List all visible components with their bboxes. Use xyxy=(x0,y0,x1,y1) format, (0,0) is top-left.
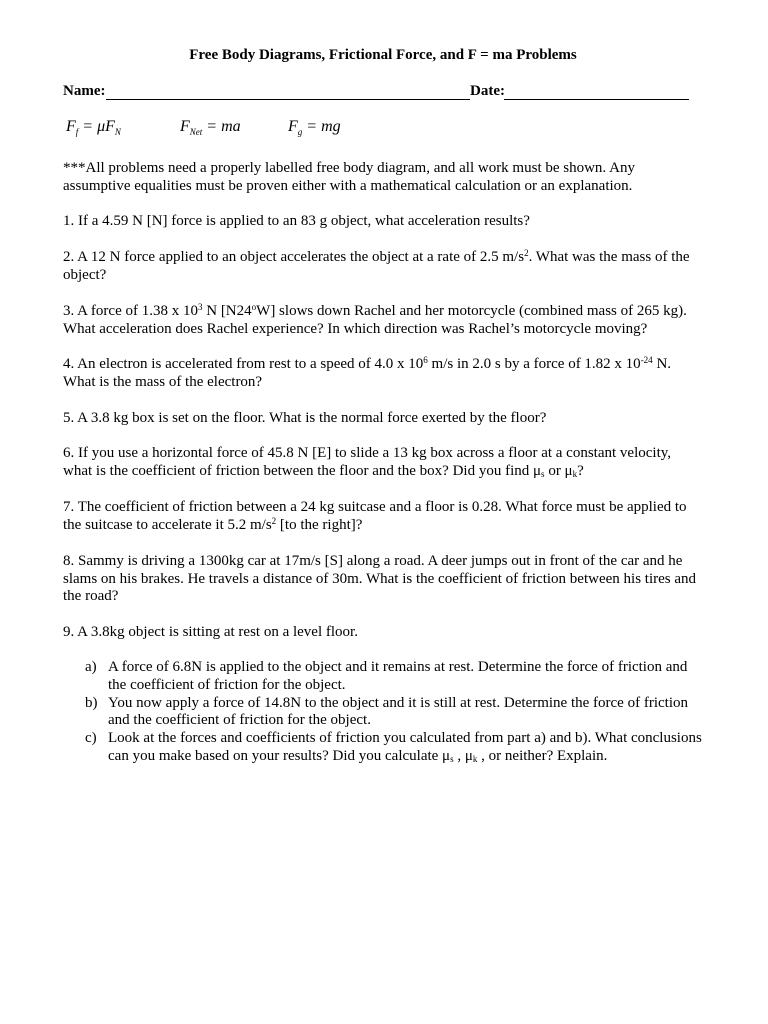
page-title: Free Body Diagrams, Frictional Force, and F = ma Problems xyxy=(189,47,577,63)
date-label: Date: xyxy=(470,83,505,99)
problem-text: , or neither? Explain. xyxy=(477,747,608,764)
problem-text: ? xyxy=(577,462,584,479)
problem-text: m/s in 2.0 s by a force of 1.82 x 10 xyxy=(427,356,641,372)
formula-subscript: g xyxy=(297,127,303,137)
formula-symbol: F xyxy=(288,118,298,135)
problem-text: [to the right]? xyxy=(276,516,363,533)
net-force-formula xyxy=(180,118,241,137)
formula-symbol: F xyxy=(66,118,76,135)
problem-4 xyxy=(63,356,703,391)
subscript: k xyxy=(472,753,478,764)
degree-superscript: o xyxy=(251,302,257,312)
formula-symbol: ma xyxy=(221,118,241,135)
problem-2 xyxy=(63,249,703,284)
formula-symbol: μF xyxy=(97,118,115,135)
problem-1: 1. If a 4.59 N [N] force is applied to an 83 g object, what acceleration results? xyxy=(63,213,530,229)
list-marker: a) xyxy=(85,659,97,675)
list-item xyxy=(85,730,703,765)
problem-text: 7. The coefficient of friction between a 24 kg suitcase and a floor is 0.28. What force must be applied to the suitcase to accelerate it 5.2 m/s xyxy=(63,499,687,533)
problem-text: 4. An electron is accelerated from rest to a speed of 4.0 x 10 xyxy=(63,356,424,372)
problem-text: W] slows down Rachel and her motorcycle (combined mass of 265 kg). What acceleration does Rachel experience? In which direction was Rachel’s motorcycle moving? xyxy=(63,303,687,337)
formula-equals: = xyxy=(78,118,98,135)
problem-text: . What was the mass of the object? xyxy=(63,249,690,283)
subscript: s xyxy=(450,753,454,764)
superscript: 2 xyxy=(524,248,529,258)
formula-equals: = xyxy=(302,118,322,135)
instructions: ***All problems need a properly labelled free body diagram, and all work must be shown. Any assumptive equalities must be proven either with a mathematical calculation or an explanation. xyxy=(63,160,635,194)
list-item xyxy=(85,659,703,694)
name-label: Name: xyxy=(63,83,106,99)
list-marker: c) xyxy=(85,730,97,746)
problem-text: , μ xyxy=(453,747,473,764)
problem-text: 6. If you use a horizontal force of 45.8 N [E] to slide a 13 kg box across a floor at a constant velocity, what is the coefficient of friction between the floor and the box? Did you find μ xyxy=(63,445,672,479)
problem-9: 9. A 3.8kg object is sitting at rest on a level floor. xyxy=(63,624,358,640)
superscript: -24 xyxy=(640,355,653,365)
superscript: 6 xyxy=(423,355,428,365)
problem-text: or μ xyxy=(544,462,573,479)
problem-5: 5. A 3.8 kg box is set on the floor. What is the normal force exerted by the floor? xyxy=(63,410,547,426)
list-item-text: A force of 6.8N is applied to the object and it remains at rest. Determine the force of friction and the coefficient of friction for the object. xyxy=(108,659,688,693)
superscript: 3 xyxy=(197,302,203,312)
superscript: 2 xyxy=(271,515,277,526)
formula-equals: = xyxy=(202,118,222,135)
date-blank-line xyxy=(504,99,689,100)
problem-text: Look at the forces and coefficients of friction you calculated from part a) and b). What conclusions can you make based on your results? Did you calculate μ xyxy=(108,730,702,764)
problem-text: N. What is the mass of the electron? xyxy=(63,356,672,390)
list-item-text: You now apply a force of 14.8N to the object and it is still at rest. Determine the force of friction and the coefficient of friction for the object. xyxy=(108,694,688,728)
problem-6 xyxy=(63,445,703,480)
subscript: s xyxy=(541,468,545,479)
formula-row xyxy=(63,118,703,142)
problem-3 xyxy=(63,303,703,338)
list-item xyxy=(85,695,703,730)
formula-symbol: F xyxy=(180,118,190,135)
list-item-text xyxy=(108,730,702,764)
problem-text: N [N24 xyxy=(202,303,252,319)
formula-subscript: f xyxy=(75,127,79,137)
problem-8: 8. Sammy is driving a 1300kg car at 17m/s [S] along a road. A deer jumps out in front of the car and he slams on his brakes. He travels a distance of 30m. What is the coefficient of friction between his tires and the road? xyxy=(63,553,697,604)
subscript: k xyxy=(572,468,578,479)
problem-text: 3. A force of 1.38 x 10 xyxy=(63,303,198,319)
friction-formula xyxy=(66,118,121,137)
formula-subscript: Net xyxy=(189,127,203,137)
problem-9-sublist xyxy=(85,659,703,766)
formula-symbol: mg xyxy=(321,118,341,135)
list-marker: b) xyxy=(85,694,98,711)
gravity-formula xyxy=(288,118,341,137)
name-blank-line xyxy=(106,99,470,100)
formula-subscript: N xyxy=(114,127,121,137)
problem-7 xyxy=(63,499,703,534)
problem-text: 2. A 12 N force applied to an object accelerates the object at a rate of 2.5 m/s xyxy=(63,249,525,265)
